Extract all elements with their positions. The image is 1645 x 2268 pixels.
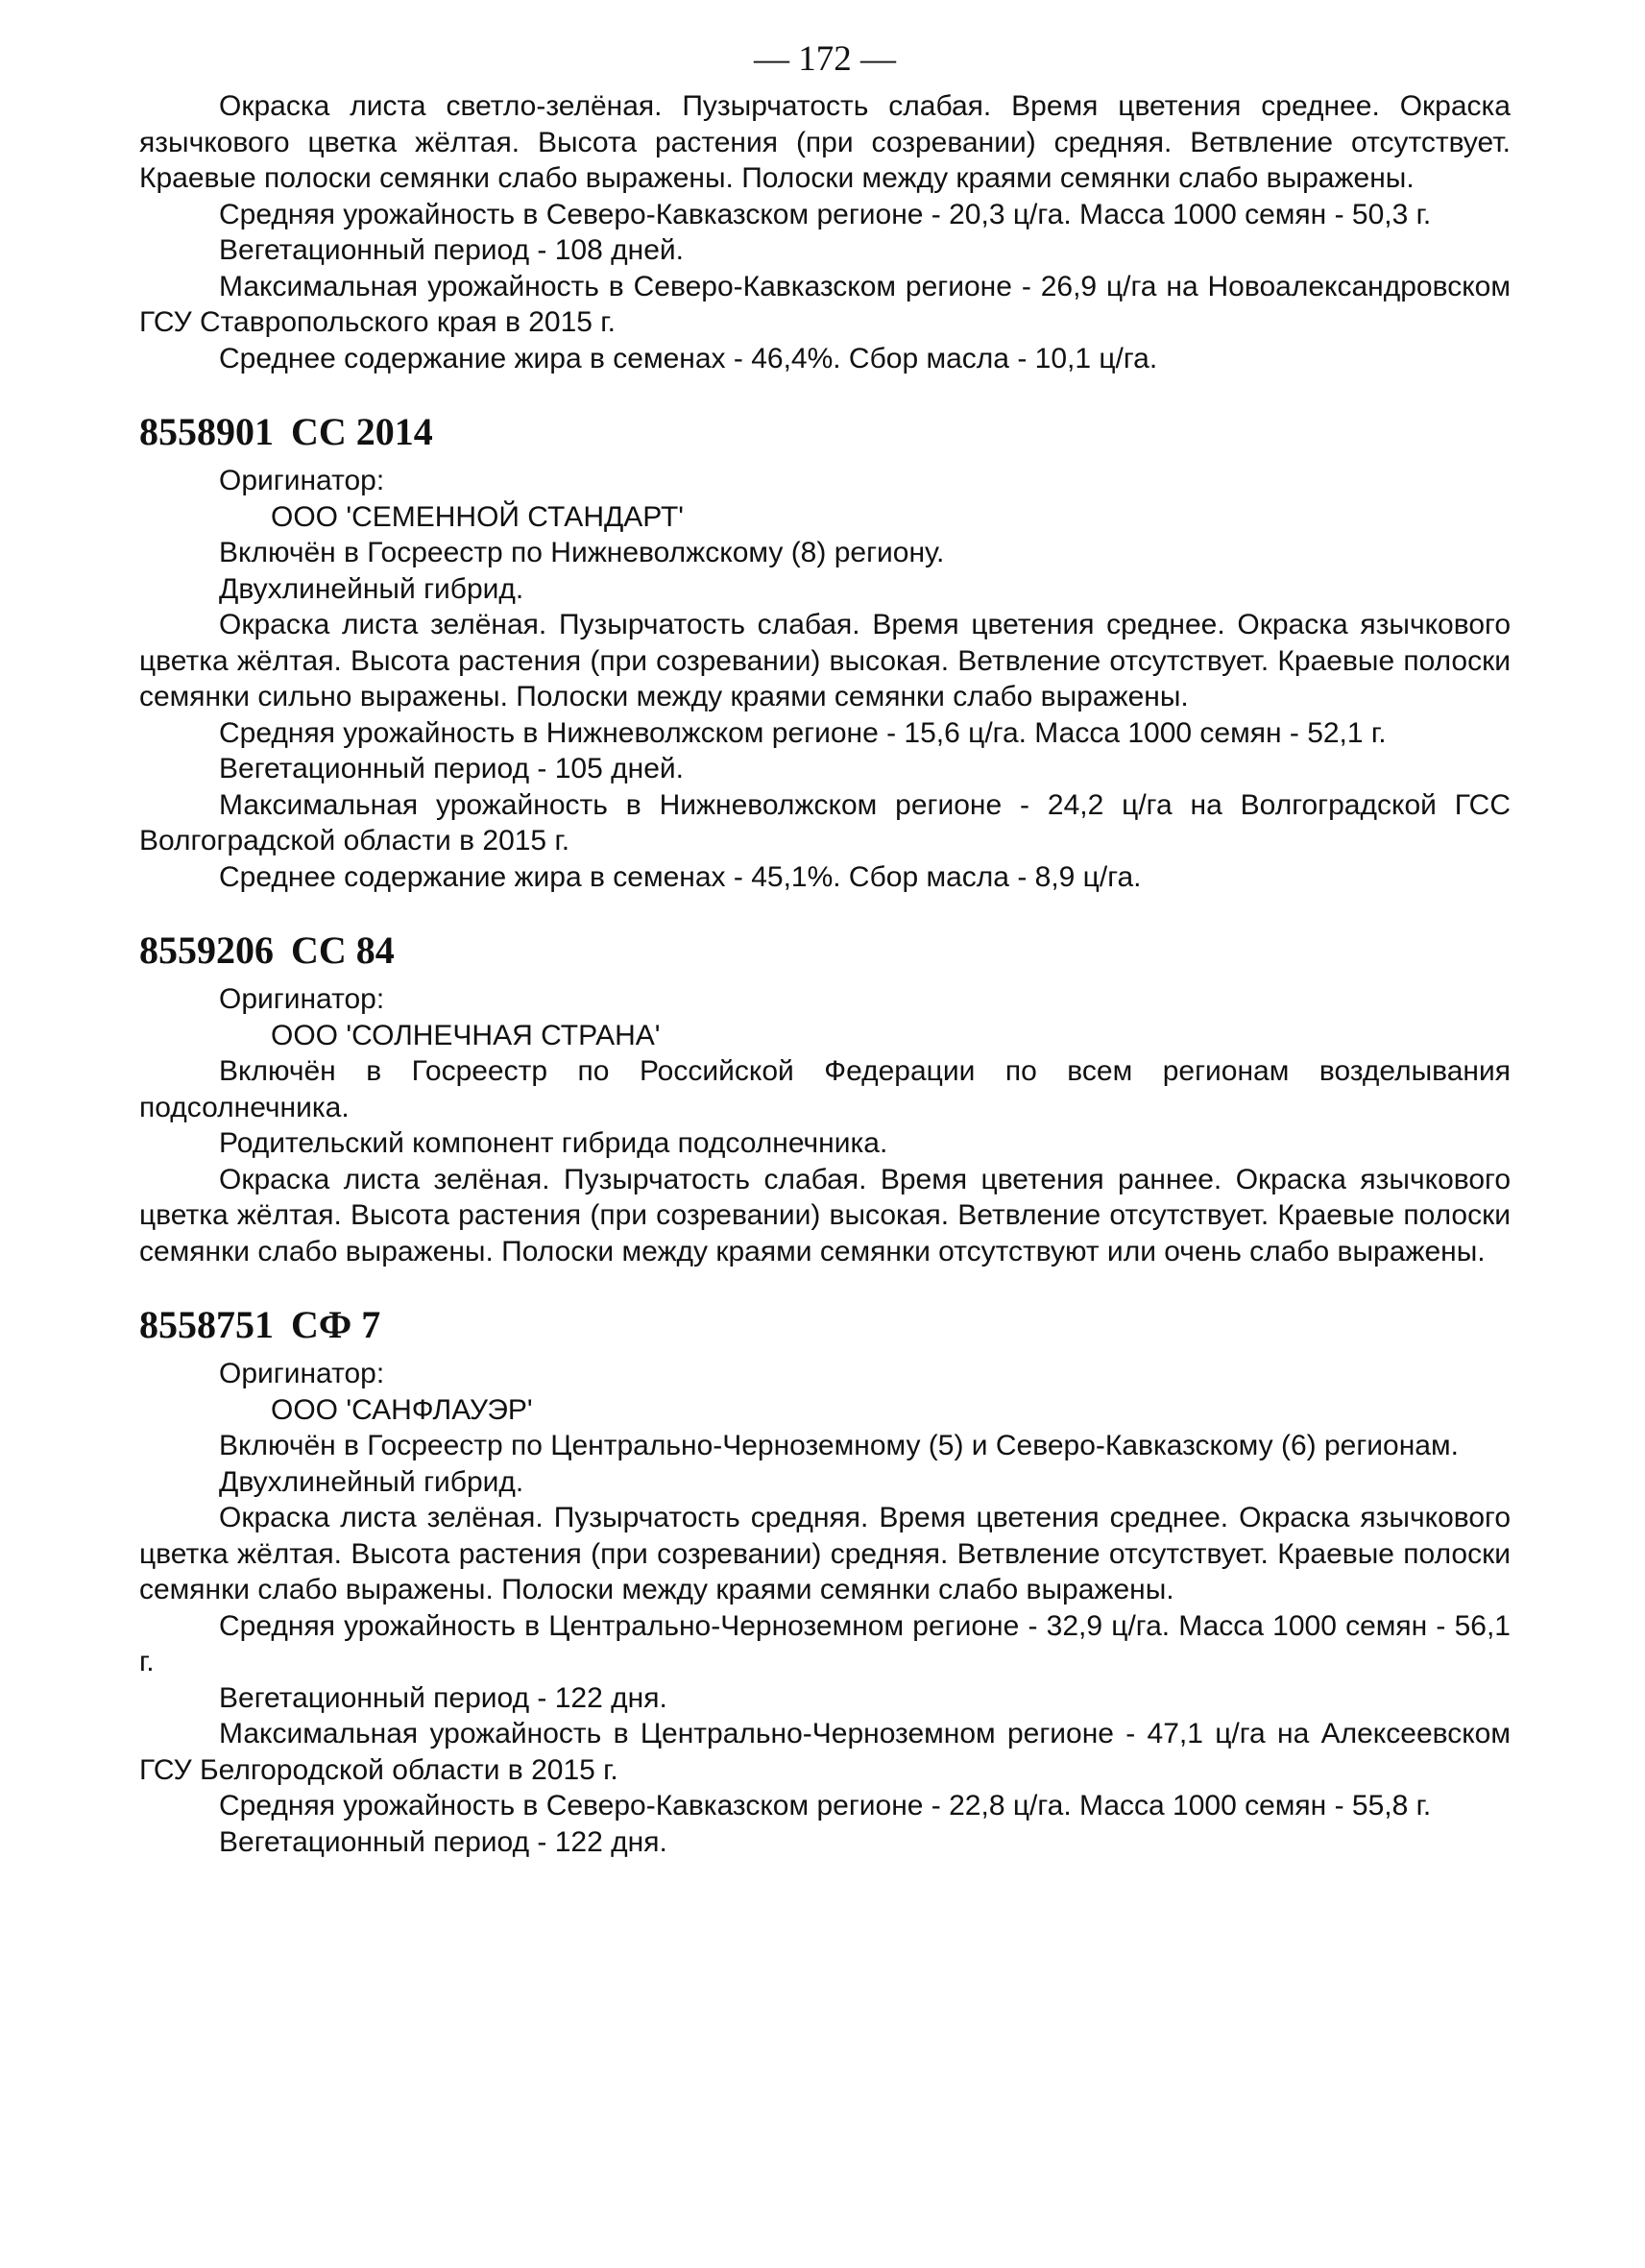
intro-description: Окраска листа светло-зелёная. Пузырчатость слабая. Время цветения среднее. Окраска язычкового цветка жёлтая. Высота растения (при созревании) средняя. Ветвление отсутствует. Краевые полоски семянки слабо выражены. Полоски между краями семянки слабо выражены. (139, 90, 1511, 194)
entry-name: СФ 7 (291, 1303, 381, 1346)
avg-yield: Средняя урожайность в Центрально-Черноземном регионе - 32,9 ц/га. Масса 1000 семян - 56,1 г. (139, 1609, 1511, 1677)
registry-info: Включён в Госреестр по Российской Федерации по всем регионам возделывания подсолнечника. (139, 1055, 1511, 1123)
originator-label: Оригинатор: (219, 983, 385, 1015)
entry-number: 8559206 (139, 929, 274, 972)
avg-yield: Средняя урожайность в Нижневолжском регионе - 15,6 ц/га. Масса 1000 семян - 52,1 г. (219, 716, 1387, 749)
description: Окраска листа зелёная. Пузырчатость средняя. Время цветения среднее. Окраска язычкового цветка жёлтая. Высота растения (при созревании) средняя. Ветвление отсутствует. Краевые полоски семянки слабо выражены. Полоски между краями семянки слабо выражены. (139, 1502, 1511, 1605)
intro-max-yield: Максимальная урожайность в Северо-Кавказском регионе - 26,9 ц/га на Новоалександровском ГСУ Ставропольского края в 2015 г. (139, 270, 1511, 338)
registry-info: Включён в Госреестр по Нижневолжскому (8) региону. (219, 537, 945, 568)
vegetation-period-2: Вегетационный период - 122 дня. (219, 1825, 667, 1858)
originator-label: Оригинатор: (219, 1358, 385, 1389)
description: Окраска листа зелёная. Пузырчатость слабая. Время цветения раннее. Окраска язычкового цветка жёлтая. Высота растения (при созревании) высокая. Ветвление отсутствует. Краевые полоски семянки слабо выражены. Полоски между краями семянки отсутствуют или очень слабо выражены. (139, 1163, 1511, 1267)
entry-name: СС 2014 (291, 410, 433, 453)
originator-label: Оригинатор: (219, 465, 385, 496)
hybrid-type: Двухлинейный гибрид. (219, 1465, 524, 1498)
vegetation-period: Вегетационный период - 122 дня. (219, 1681, 667, 1714)
intro-avg-yield: Средняя урожайность в Северо-Кавказском регионе - 20,3 ц/га. Масса 1000 семян - 50,3 г. (219, 198, 1432, 230)
component-type: Родительский компонент гибрида подсолнечника. (219, 1127, 888, 1159)
entry-heading-1 (139, 409, 1511, 455)
entry-heading-3 (139, 1302, 1511, 1348)
entry-number: 8558901 (139, 410, 274, 453)
max-yield: Максимальная урожайность в Нижневолжском регионе - 24,2 ц/га на Волгоградской ГСС Волгоградской области в 2015 г. (139, 788, 1511, 857)
entry-number: 8558751 (139, 1303, 274, 1346)
entry-heading-2 (139, 928, 1511, 974)
originator-name: ООО 'САНФЛАУЭР' (271, 1393, 533, 1426)
description: Окраска листа зелёная. Пузырчатость слабая. Время цветения среднее. Окраска язычкового цветка жёлтая. Высота растения (при созревании) высокая. Ветвление отсутствует. Краевые полоски семянки сильно выражены. Полоски между краями семянки слабо выражены. (139, 609, 1511, 712)
max-yield: Максимальная урожайность в Центрально-Черноземном регионе - 47,1 ц/га на Алексеевском ГСУ Белгородской области в 2015 г. (139, 1718, 1511, 1786)
entry-name: СС 84 (291, 929, 395, 972)
page-number: — 172 — (754, 39, 896, 79)
originator-name: ООО 'СОЛНЕЧНАЯ СТРАНА' (271, 1019, 661, 1051)
avg-yield-2: Средняя урожайность в Северо-Кавказском регионе - 22,8 ц/га. Масса 1000 семян - 55,8 г. (219, 1790, 1432, 1822)
intro-oil-content: Среднее содержание жира в семенах - 46,4%. Сбор масла - 10,1 ц/га. (219, 342, 1158, 374)
oil-content: Среднее содержание жира в семенах - 45,1%. Сбор масла - 8,9 ц/га. (219, 860, 1142, 893)
registry-info: Включён в Госреестр по Центрально-Черноземному (5) и Северо-Кавказскому (6) регионам. (219, 1430, 1459, 1461)
hybrid-type: Двухлинейный гибрид. (219, 572, 524, 605)
vegetation-period: Вегетационный период - 105 дней. (219, 753, 684, 784)
originator-name: ООО 'СЕМЕННОЙ СТАНДАРТ' (271, 500, 685, 533)
intro-vegetation-period: Вегетационный период - 108 дней. (219, 234, 684, 266)
